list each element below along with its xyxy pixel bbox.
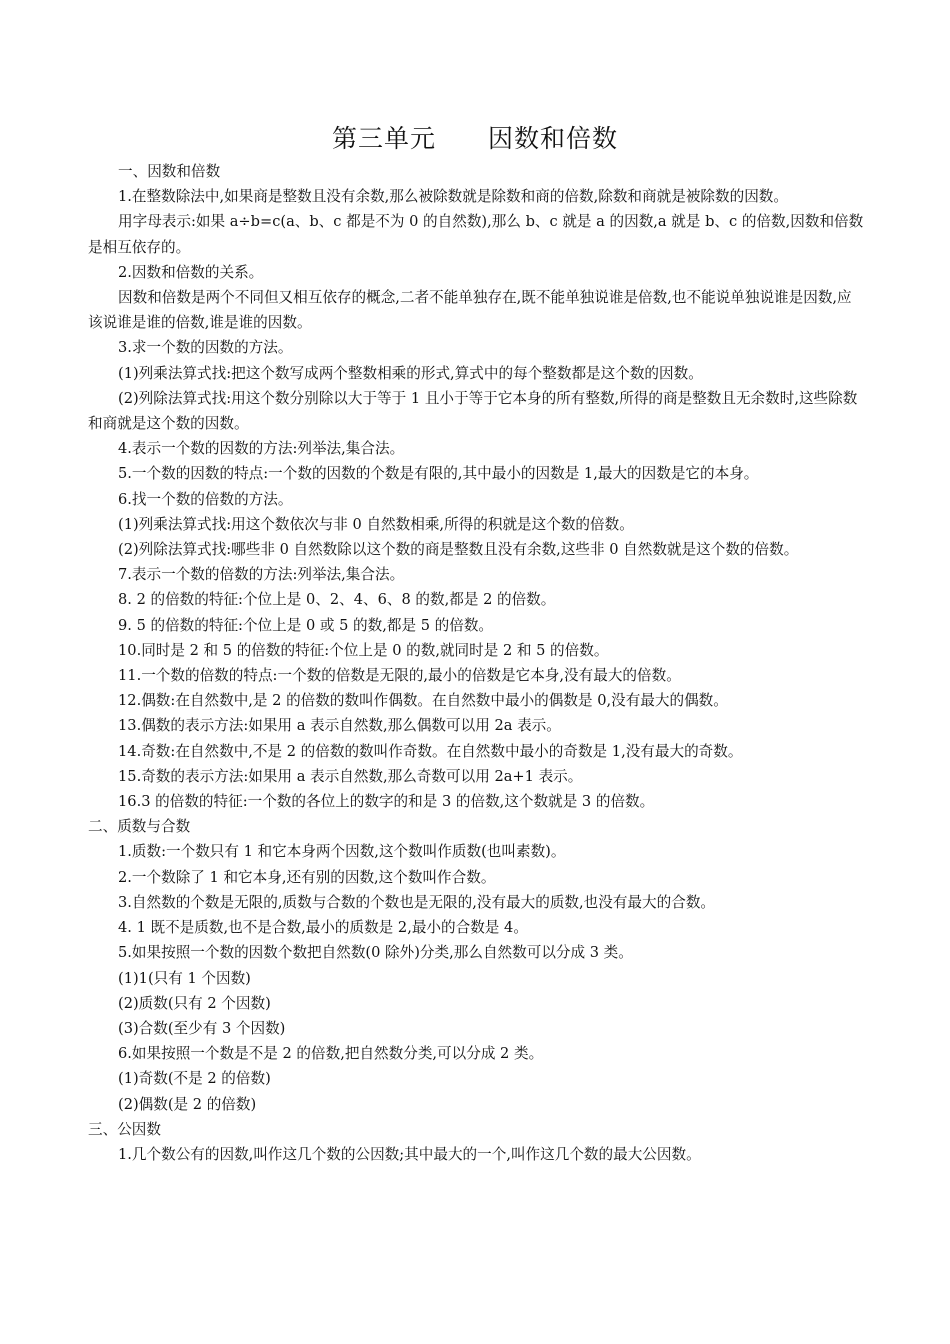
paragraph: 6.找一个数的倍数的方法。 — [118, 490, 293, 508]
paragraph: 1.在整数除法中,如果商是整数且没有余数,那么被除数就是除数和商的倍数,除数和商就是被除数的因数。 — [118, 188, 788, 206]
paragraph: 6.如果按照一个数是不是 2 的倍数,把自然数分类,可以分成 2 类。 — [118, 1045, 544, 1063]
paragraph: 1.几个数公有的因数,叫作这几个数的公因数;其中最大的一个,叫作这几个数的最大公因数。 — [118, 1145, 701, 1163]
paragraph: (1)奇数(不是 2 的倍数) — [118, 1070, 271, 1088]
paragraph: (2)列除法算式找:用这个数分别除以大于等于 1 且小于等于它本身的所有整数,所得的商是整数且无余数时,这些除数和商就是这个数的因数。 — [88, 389, 858, 433]
paragraph: (3)合数(至少有 3 个因数) — [118, 1019, 286, 1037]
paragraph: 16.3 的倍数的特征:一个数的各位上的数字的和是 3 的倍数,这个数就是 3 的倍数。 — [118, 793, 655, 811]
paragraph: 7.表示一个数的倍数的方法:列举法,集合法。 — [118, 566, 405, 584]
paragraph: 15.奇数的表示方法:如果用 a 表示自然数,那么奇数可以用 2a+1 表示。 — [118, 767, 583, 785]
paragraph: 3.求一个数的因数的方法。 — [118, 339, 293, 357]
paragraph: 5.如果按照一个数的因数个数把自然数(0 除外)分类,那么自然数可以分成 3 类。 — [118, 944, 633, 962]
section-heading: 二、质数与合数 — [88, 818, 191, 836]
paragraph: 14.奇数:在自然数中,不是 2 的倍数的数叫作奇数。在自然数中最小的奇数是 1,没有最大的奇数。 — [118, 742, 743, 760]
section-heading: 一、因数和倍数 — [118, 163, 221, 180]
document-body — [88, 159, 866, 1167]
paragraph: 2.一个数除了 1 和它本身,还有别的因数,这个数叫作合数。 — [118, 868, 496, 886]
paragraph: (2)偶数(是 2 的倍数) — [118, 1095, 257, 1113]
section-heading: 三、公因数 — [88, 1120, 161, 1138]
paragraph: (1)1(只有 1 个因数) — [118, 969, 251, 987]
paragraph: (2)质数(只有 2 个因数) — [118, 994, 271, 1012]
paragraph: 用字母表示:如果 a÷b=c(a、b、c 都是不为 0 的自然数),那么 b、c 就是 a 的因数,a 就是 b、c 的倍数,因数和倍数是相互依存的。 — [88, 213, 864, 256]
paragraph: 3.自然数的个数是无限的,质数与合数的个数也是无限的,没有最大的质数,也没有最大的合数。 — [118, 893, 716, 911]
paragraph: 5.一个数的因数的特点:一个数的因数的个数是有限的,其中最小的因数是 1,最大的因数是它的本身。 — [118, 465, 759, 483]
paragraph: 10.同时是 2 和 5 的倍数的特征:个位上是 0 的数,就同时是 2 和 5 的倍数。 — [118, 641, 609, 659]
paragraph: 13.偶数的表示方法:如果用 a 表示自然数,那么偶数可以用 2a 表示。 — [118, 717, 561, 735]
paragraph: (2)列除法算式找:哪些非 0 自然数除以这个数的商是整数且没有余数,这些非 0 自然数就是这个数的倍数。 — [118, 541, 799, 559]
page-title: 第三单元 因数和倍数 — [331, 124, 618, 153]
paragraph: 9. 5 的倍数的特征:个位上是 0 或 5 的数,都是 5 的倍数。 — [118, 616, 494, 634]
paragraph: 2.因数和倍数的关系。 — [118, 263, 264, 281]
paragraph: (1)列乘法算式找:把这个数写成两个整数相乘的形式,算式中的每个整数都是这个数的因数。 — [118, 364, 703, 382]
paragraph: 因数和倍数是两个不同但又相互依存的概念,二者不能单独存在,既不能单独说谁是倍数,也不能说单独说谁是因数,应该说谁是谁的倍数,谁是谁的因数。 — [88, 289, 852, 332]
paragraph: 1.质数:一个数只有 1 和它本身两个因数,这个数叫作质数(也叫素数)。 — [118, 843, 566, 861]
paragraph: 4.表示一个数的因数的方法:列举法,集合法。 — [118, 440, 405, 458]
paragraph: 8. 2 的倍数的特征:个位上是 0、2、4、6、8 的数,都是 2 的倍数。 — [118, 591, 556, 609]
paragraph: 11.一个数的倍数的特点:一个数的倍数是无限的,最小的倍数是它本身,没有最大的倍数。 — [118, 667, 681, 685]
paragraph: 4. 1 既不是质数,也不是合数,最小的质数是 2,最小的合数是 4。 — [118, 919, 528, 937]
paragraph: (1)列乘法算式找:用这个数依次与非 0 自然数相乘,所得的积就是这个数的倍数。 — [118, 515, 634, 533]
paragraph: 12.偶数:在自然数中,是 2 的倍数的数叫作偶数。在自然数中最小的偶数是 0,没有最大的偶数。 — [118, 692, 728, 710]
